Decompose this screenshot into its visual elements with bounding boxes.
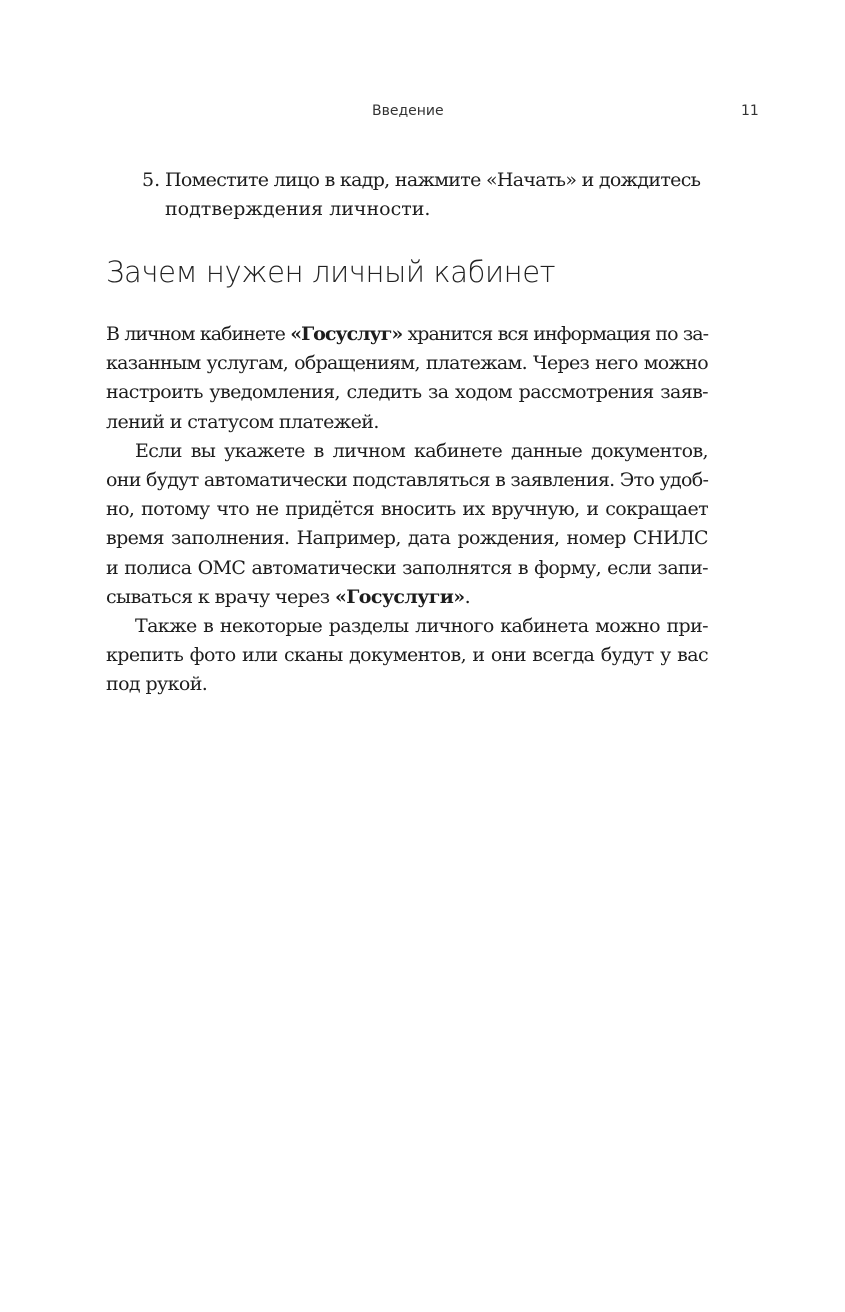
text-line: Если вы укажете в личном кабинете данные документов,	[135, 439, 708, 462]
text-line: Также в некоторые разделы личного кабинета можно при-	[135, 614, 708, 637]
text-line: настроить уведомления, следить за ходом рассмотрения заяв-	[106, 381, 708, 404]
page-number: 11	[741, 103, 759, 119]
text-line: время заполнения. Например, дата рождения, номер СНИЛС	[106, 527, 708, 550]
text-line: но, потому что не придётся вносить их вручную, и сокращает	[106, 498, 708, 521]
text-line: казанным услугам, обращениям, платежам. Через него можно	[106, 352, 708, 375]
section-heading: Зачем нужен личный кабинет	[106, 255, 556, 289]
text-line: под рукой.	[106, 673, 208, 696]
list-item-line: подтверждения личности.	[165, 198, 431, 220]
text-line: крепить фото или сканы документов, и они всегда будут у вас	[106, 644, 708, 667]
list-item-number: 5.	[142, 169, 161, 191]
paragraph-1	[106, 320, 708, 437]
bold-text: «Госуслуг»	[290, 323, 403, 345]
text-line: и полиса ОМС автоматически заполнятся в форму, если запи-	[106, 556, 708, 579]
text-line	[106, 583, 708, 612]
running-title: Введение	[372, 103, 444, 119]
list-item-line: Поместите лицо в кадр, нажмите «Начать» и дождитесь	[165, 169, 701, 191]
bold-text: «Госуслуги»	[335, 585, 465, 608]
text-run: хранится вся информация по за-	[402, 323, 708, 345]
paragraph-2	[106, 437, 708, 612]
section-body	[106, 320, 708, 699]
text-run: сываться к врачу через	[106, 585, 336, 608]
text-line	[106, 320, 708, 349]
text-run: В личном кабинете	[106, 323, 291, 345]
text-line: они будут автоматически подставляться в заявления. Это удоб-	[106, 468, 709, 491]
text-run: .	[464, 585, 471, 608]
paragraph-3	[106, 612, 708, 700]
text-line: лений и статусом платежей.	[106, 410, 379, 433]
